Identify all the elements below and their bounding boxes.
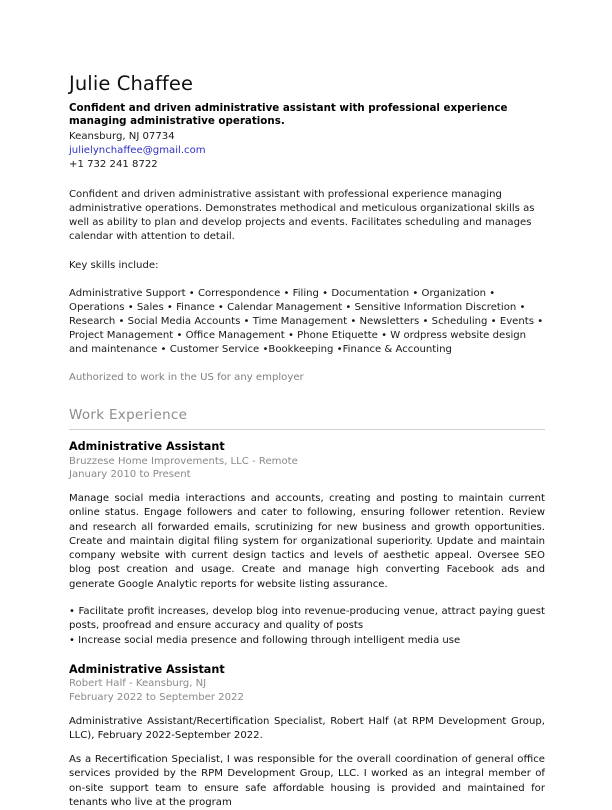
key-skills-label: Key skills include: bbox=[69, 259, 159, 271]
job-description: Manage social media interactions and accounts, creating and posting to maintain current online status. Engage followers and cater to following, ensuring follower retention. Review and research all forwarded emails, scrutinizing for new business and growth opportunities. Create and maintain digital filing system for organizational superiority. Update and maintain company website with current design tactics and levels of aesthetic appeal. Oversee SEO blog post creation and usage. Create and manage high converting Facebook ads and generate Google Analytic reports for website listing assurance. bbox=[69, 492, 545, 590]
list-item: • Increase social media presence and following through intelligent media use bbox=[69, 634, 461, 646]
work-authorization-note: Authorized to work in the US for any employer bbox=[69, 372, 304, 384]
section-heading-work-experience: Work Experience bbox=[69, 407, 545, 430]
job-title: Administrative Assistant bbox=[69, 662, 225, 676]
job-dates: January 2010 to Present bbox=[69, 469, 191, 481]
page-title: Julie Chaffee bbox=[69, 72, 194, 95]
job-description: Administrative Assistant/Recertification Specialist, Robert Half (at RPM Development Group, LLC), February 2022-September 2022. bbox=[69, 715, 545, 741]
contact-location: Keansburg, NJ 07734 bbox=[69, 131, 175, 143]
contact-email-link[interactable]: julielynchaffee@gmail.com bbox=[69, 145, 206, 156]
skills-list: Administrative Support • Correspondence • Filing • Documentation • Organization • Operations • Sales • Finance • Calendar Management • Sensitive Information Discretion • Research • Social Media Accounts • Time Management • Newsletters • Scheduling • Events • Project Management • Office Management • Phone Etiquette • W ordpress website design and maintenance • Customer Service •Bookkeeping •Finance & Accounting bbox=[69, 287, 544, 356]
job-title: Administrative Assistant bbox=[69, 440, 225, 454]
list-item: • Facilitate profit increases, develop blog into revenue-producing venue, attract paying guest posts, proofread and ensure accuracy and quality of posts bbox=[69, 605, 545, 632]
job-company: Robert Half - Keansburg, NJ bbox=[69, 678, 207, 690]
job-bullet-list bbox=[69, 605, 545, 648]
job-entry bbox=[69, 663, 545, 810]
work-experience-section bbox=[69, 407, 545, 810]
contact-phone: +1 732 241 8722 bbox=[69, 158, 158, 170]
summary-paragraph: Confident and driven administrative assistant with professional experience managing administrative operations. Demonstrates methodical and meticulous organizational skills as well as ability to plan and develop projects and events. Facilitates scheduling and manages calendar with attention to detail. bbox=[69, 189, 535, 243]
job-entry bbox=[69, 440, 545, 648]
job-description-continued: As a Recertification Specialist, I was responsible for the overall coordination of general office services provided by the RPM Development Group, LLC. I worked as an integral member of on-site support team to ensure safe affordable housing is provided and maintained for tenants who live at the program bbox=[69, 754, 545, 809]
summary-block bbox=[69, 188, 545, 385]
resume-header bbox=[69, 72, 545, 171]
resume-headline: Confident and driven administrative assistant with professional experience managing administrative operations. bbox=[69, 102, 508, 128]
job-dates: February 2022 to September 2022 bbox=[69, 691, 244, 703]
job-company: Bruzzese Home Improvements, LLC - Remote bbox=[69, 455, 298, 467]
